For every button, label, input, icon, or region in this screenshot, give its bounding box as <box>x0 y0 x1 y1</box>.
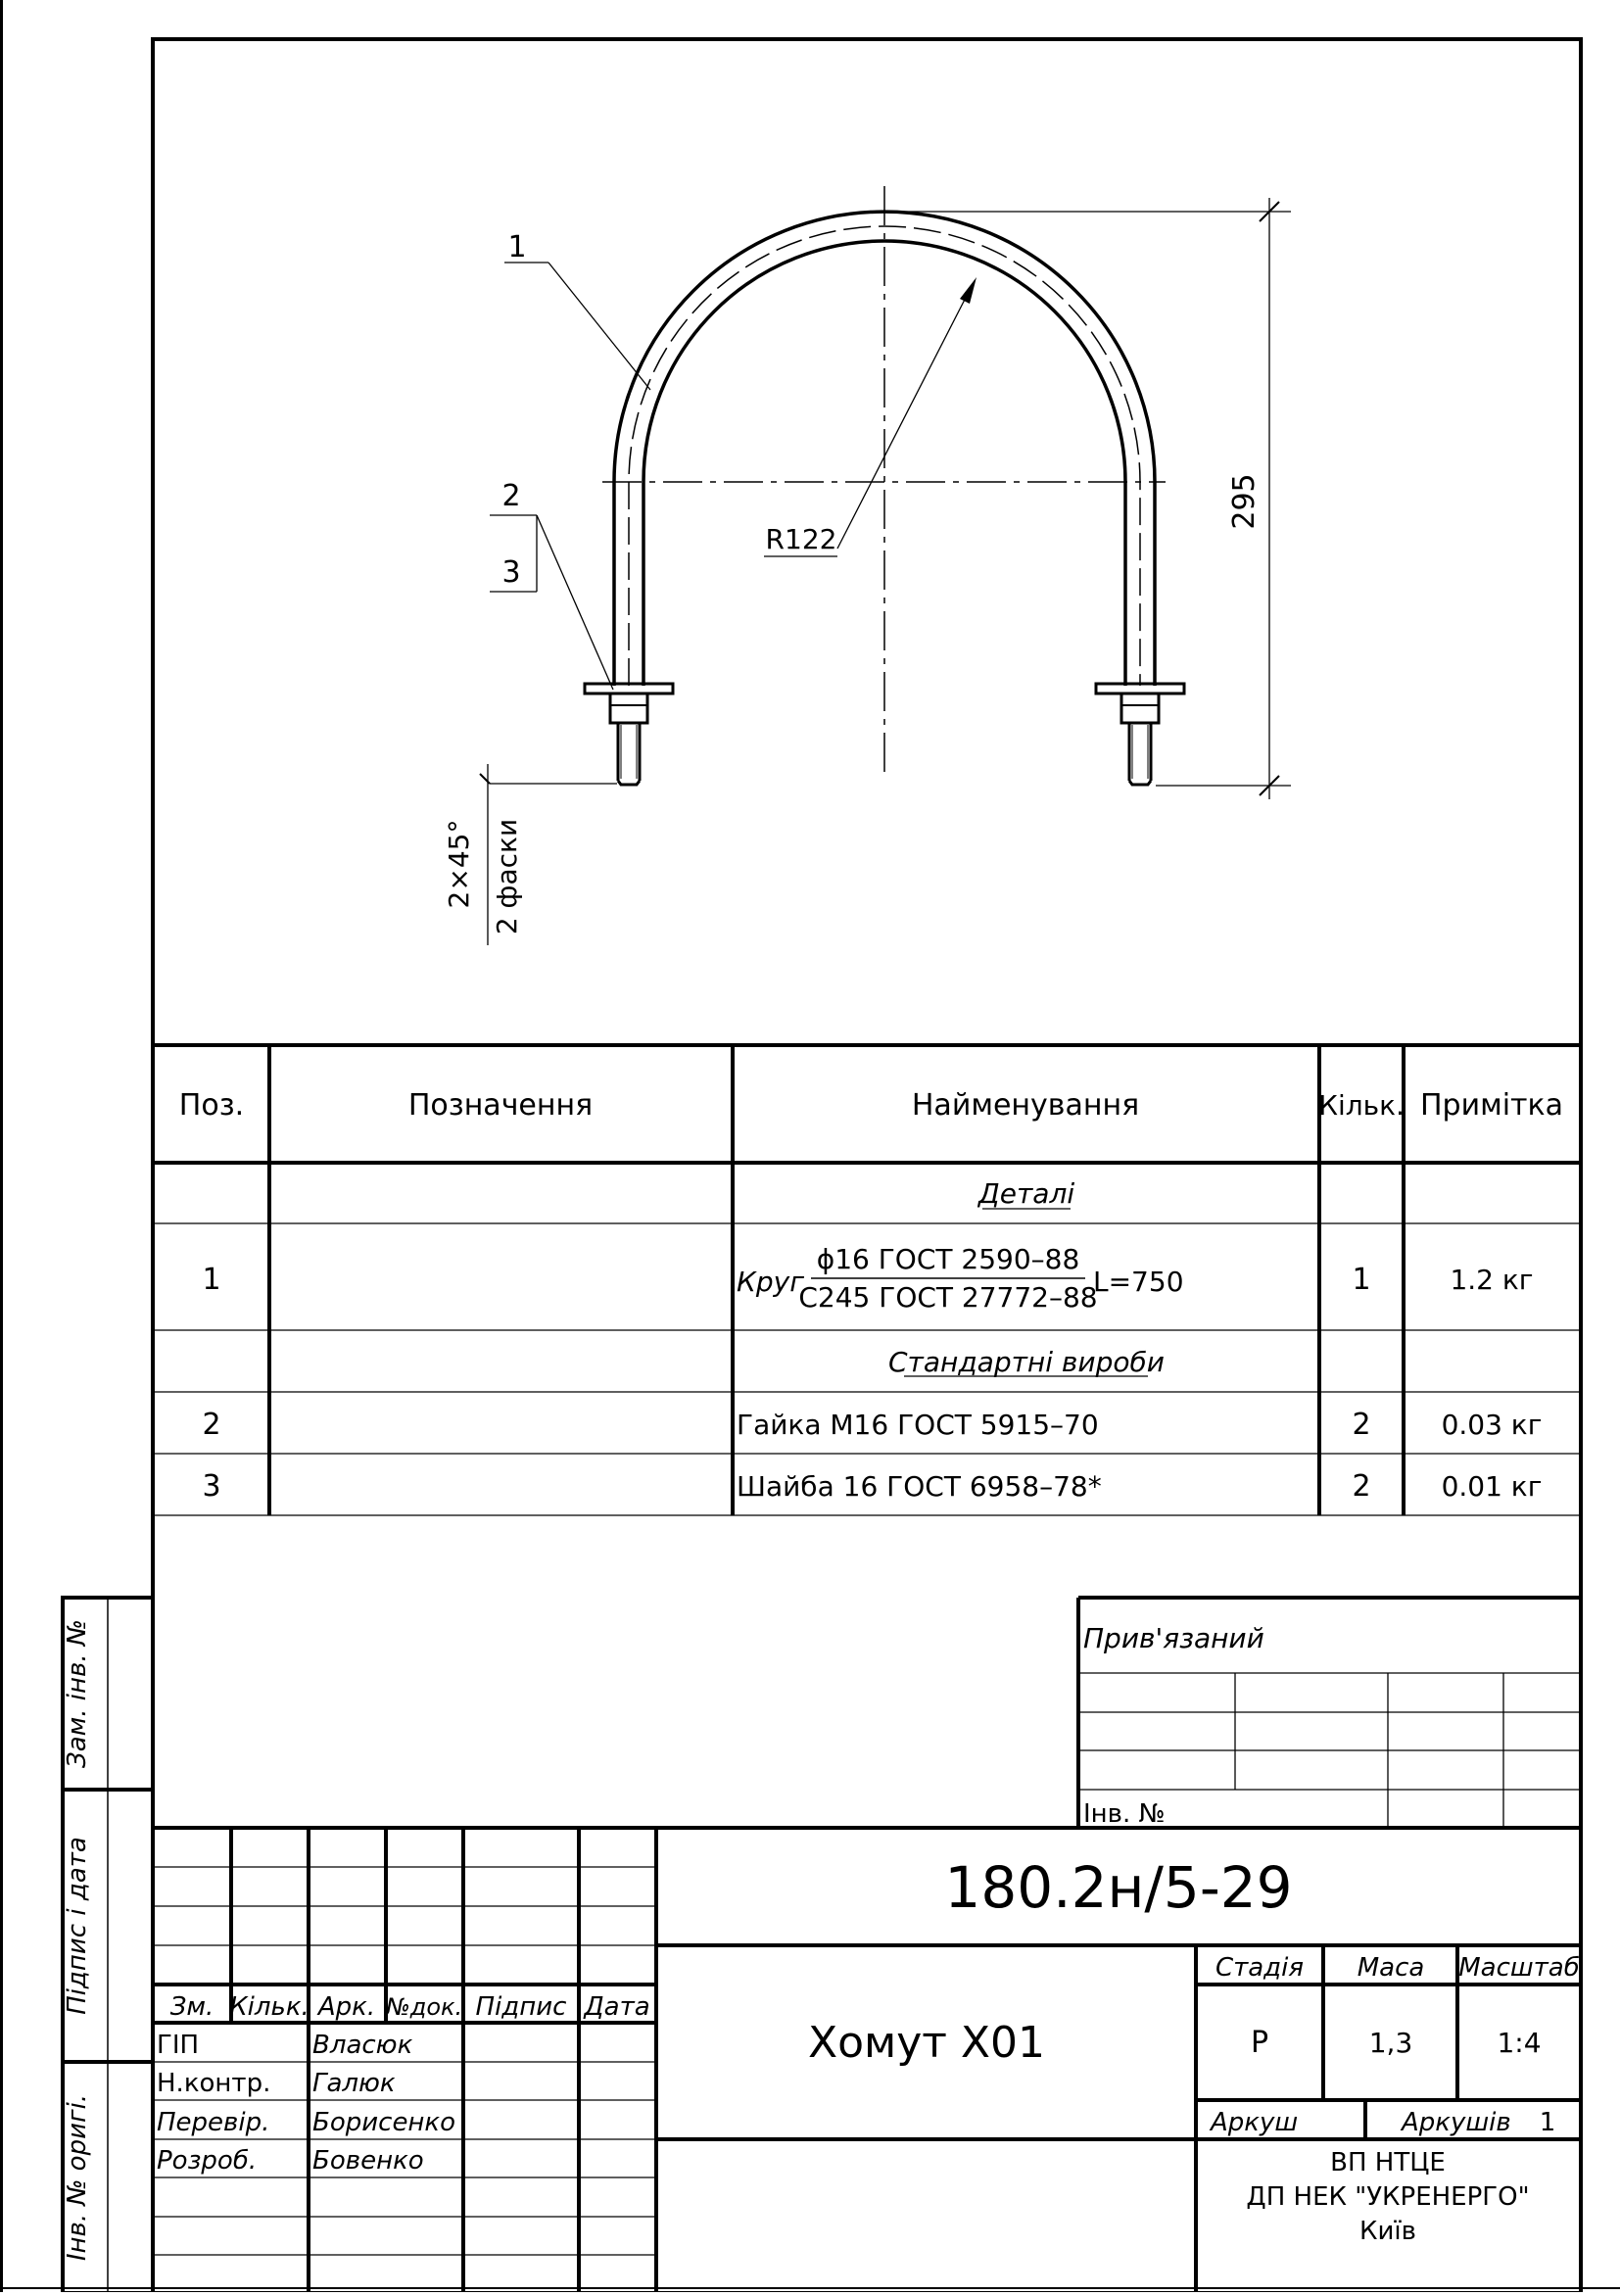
role-checked: Перевір. <box>157 2108 270 2137</box>
doc-number: 180.2н/5-29 <box>944 1854 1293 1921</box>
col-header-signature: Підпис <box>475 1992 567 2022</box>
col-header-date: Дата <box>584 1992 650 2022</box>
leader-3-label: 3 <box>501 555 521 590</box>
row1-note: 1.2 кг <box>1450 1264 1534 1296</box>
height-dimension-label: 295 <box>1227 473 1262 530</box>
mass-label: Маса <box>1357 1953 1425 1983</box>
u-bolt-drawing <box>480 186 1291 945</box>
header-note: Примітка <box>1419 1088 1564 1123</box>
role-norm-control: Н.контр. <box>157 2069 271 2098</box>
col-header-qty: Кільк. <box>229 1992 310 2022</box>
role-gip: ГІП <box>157 2031 200 2060</box>
org-line-3: Київ <box>1359 2217 1416 2246</box>
side-sign-date: Підпис і дата <box>63 1837 92 2015</box>
leader-2-label: 2 <box>501 479 521 513</box>
org-line-1: ВП НТЦЕ <box>1330 2148 1446 2177</box>
section-standard: Стандартні вироби <box>888 1346 1165 1378</box>
sheets-label: Аркушів <box>1402 2108 1511 2137</box>
row2-note: 0.03 кг <box>1441 1409 1543 1441</box>
stage-label: Стадія <box>1215 1953 1305 1983</box>
header-name: Найменування <box>911 1088 1140 1123</box>
row1-name-suffix: L=750 <box>1093 1266 1184 1298</box>
scale-label: Масштаб <box>1458 1953 1580 1983</box>
chamfer-size-label: 2×45° <box>443 819 475 909</box>
name-gip: Власюк <box>312 2031 413 2060</box>
stage-value: Р <box>1250 2026 1269 2060</box>
row3-pos: 3 <box>202 1469 221 1504</box>
name-norm-control: Галюк <box>312 2069 396 2098</box>
section-parts: Деталі <box>977 1177 1075 1210</box>
sheet-label: Аркуш <box>1211 2108 1299 2137</box>
side-replace-inv: Зам. інв. № <box>63 1619 92 1768</box>
mass-value: 1,3 <box>1368 2027 1413 2059</box>
row1-qty: 1 <box>1352 1263 1371 1297</box>
col-header-sheet: Арк. <box>317 1992 376 2022</box>
row2-qty: 2 <box>1352 1408 1371 1442</box>
org-line-2: ДП НЕК "УКРЕНЕРГО" <box>1246 2182 1530 2212</box>
linked-title: Прив'язаний <box>1083 1622 1264 1654</box>
row3-qty: 2 <box>1352 1469 1371 1504</box>
doc-title: Хомут Х01 <box>807 2018 1046 2068</box>
row1-fraction-top: ϕ16 ГОСТ 2590–88 <box>816 1243 1080 1275</box>
col-header-doc-no: №док. <box>385 1993 463 2021</box>
col-header-change: Зм. <box>169 1992 214 2022</box>
header-designation: Позначення <box>407 1088 594 1123</box>
row1-fraction-bottom: С245 ГОСТ 27772–88 <box>798 1281 1098 1314</box>
name-checked: Борисенко <box>312 2108 456 2137</box>
name-developed: Бовенко <box>312 2146 424 2176</box>
side-orig-inv: Інв. № оригі. <box>63 2093 92 2262</box>
row2-name: Гайка М16 ГОСТ 5915–70 <box>737 1409 1099 1441</box>
sheets-value: 1 <box>1539 2108 1556 2137</box>
role-developed: Розроб. <box>157 2146 258 2176</box>
leader-1-label: 1 <box>507 230 527 264</box>
chamfer-note-label: 2 фаски <box>491 818 523 935</box>
row1-pos: 1 <box>202 1263 221 1297</box>
row2-pos: 2 <box>202 1408 221 1442</box>
scale-value: 1:4 <box>1497 2027 1542 2059</box>
header-qty: Кільк. <box>1318 1089 1405 1122</box>
radius-label: R122 <box>765 523 837 555</box>
linked-inv-no: Інв. № <box>1083 1799 1166 1829</box>
header-pos: Поз. <box>178 1088 245 1123</box>
row3-name: Шайба 16 ГОСТ 6958–78* <box>737 1470 1102 1503</box>
row1-name-prefix: Круг <box>737 1266 804 1298</box>
row3-note: 0.01 кг <box>1441 1470 1543 1503</box>
